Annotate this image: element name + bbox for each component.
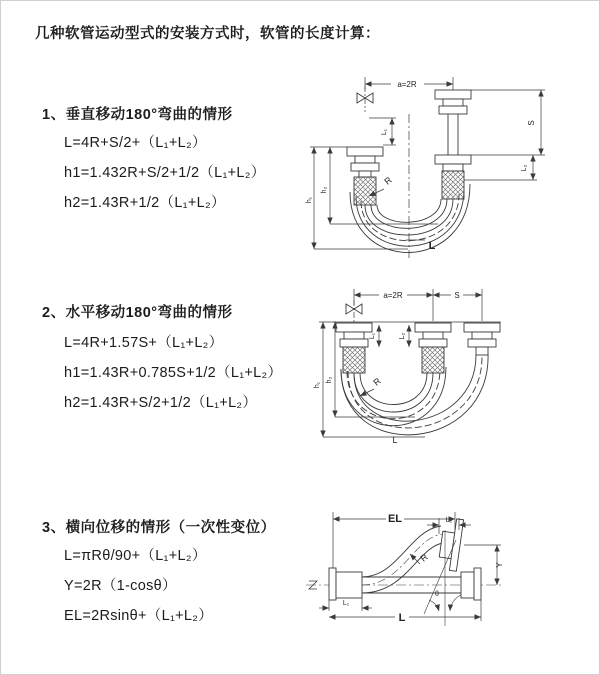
section-2-heading: 2、水平移动180°弯曲的情形 xyxy=(42,305,233,321)
dim-h2-label: h₂ xyxy=(321,186,328,194)
braided-hose-section xyxy=(343,347,365,373)
formula-line: L=4R+S/2+（L₁+L₂） xyxy=(64,135,207,151)
page-title: 几种软管运动型式的安装方式时，软管的长度计算： xyxy=(35,26,380,42)
dim-l1-label: L₁ xyxy=(342,600,350,607)
right-pipe-assembly xyxy=(435,90,471,199)
dim-l2-label: L₂ xyxy=(445,517,453,524)
radius-label: R xyxy=(418,551,430,564)
formula-line: EL=2Rsinθ+（L₁+L₂） xyxy=(64,608,214,624)
formula-line: Y=2R（1-cosθ） xyxy=(64,578,177,594)
dim-l1-label: L₁ xyxy=(369,332,376,340)
braided-hose-section xyxy=(442,171,464,199)
dim-h1-label: h₁ xyxy=(314,381,321,389)
dim-s-label: S xyxy=(527,120,536,126)
dim-a2r-label: a=2R xyxy=(383,291,403,300)
radius-label: R xyxy=(382,174,394,187)
dim-l2-label: L₂ xyxy=(399,332,406,340)
left-flange xyxy=(329,568,362,600)
angle-theta-label: θ xyxy=(435,591,439,598)
dim-el-label: EL xyxy=(387,513,403,525)
formula-line: L=πRθ/90+（L₁+L₂） xyxy=(64,548,207,564)
length-label: L xyxy=(428,240,436,252)
right-flange xyxy=(461,568,481,600)
dim-s-label: S xyxy=(454,291,460,300)
section-3-heading: 3、横向位移的情形（一次性变位） xyxy=(42,520,276,536)
diagram-horizontal-180 xyxy=(315,285,515,453)
dim-a2r-label: a=2R xyxy=(397,80,417,89)
formula-line: h2=1.43R+1/2（L₁+L₂） xyxy=(64,195,226,211)
radius-leader xyxy=(360,389,374,396)
dim-l1-label: L₁ xyxy=(381,128,388,136)
section-1-heading: 1、垂直移动180°弯曲的情形 xyxy=(42,107,233,123)
formula-line: h1=1.43R+0.785S+1/2（L₁+L₂） xyxy=(64,365,283,381)
diagram-lateral-displacement xyxy=(298,498,513,658)
formula-line: h2=1.43R+S/2+1/2（L₁+L₂） xyxy=(64,395,258,411)
formula-line: h1=1.432R+S/2+1/2（L₁+L₂） xyxy=(64,165,266,181)
diagram-vertical-180 xyxy=(308,72,548,262)
dim-h2 xyxy=(330,147,438,224)
dim-l-label: L xyxy=(398,612,406,624)
dim-h1-label: h₁ xyxy=(306,196,313,204)
pipe-a-assembly xyxy=(336,323,372,373)
upper-flange xyxy=(439,519,463,571)
left-pipe-assembly xyxy=(347,86,383,205)
braided-hose-section xyxy=(354,177,376,205)
pipe-b-assembly xyxy=(415,323,451,373)
length-label: L xyxy=(392,435,398,445)
dim-l2-label: L₂ xyxy=(521,164,528,172)
pipe-c-assembly xyxy=(464,323,500,355)
dim-y-label: Y xyxy=(495,562,504,568)
hose-s-curve xyxy=(362,526,443,593)
radius-label: R xyxy=(371,375,383,388)
formula-line: L=4R+1.57S+（L₁+L₂） xyxy=(64,335,224,351)
braided-hose-section xyxy=(422,347,444,373)
dim-h2-label: h₂ xyxy=(326,376,333,384)
